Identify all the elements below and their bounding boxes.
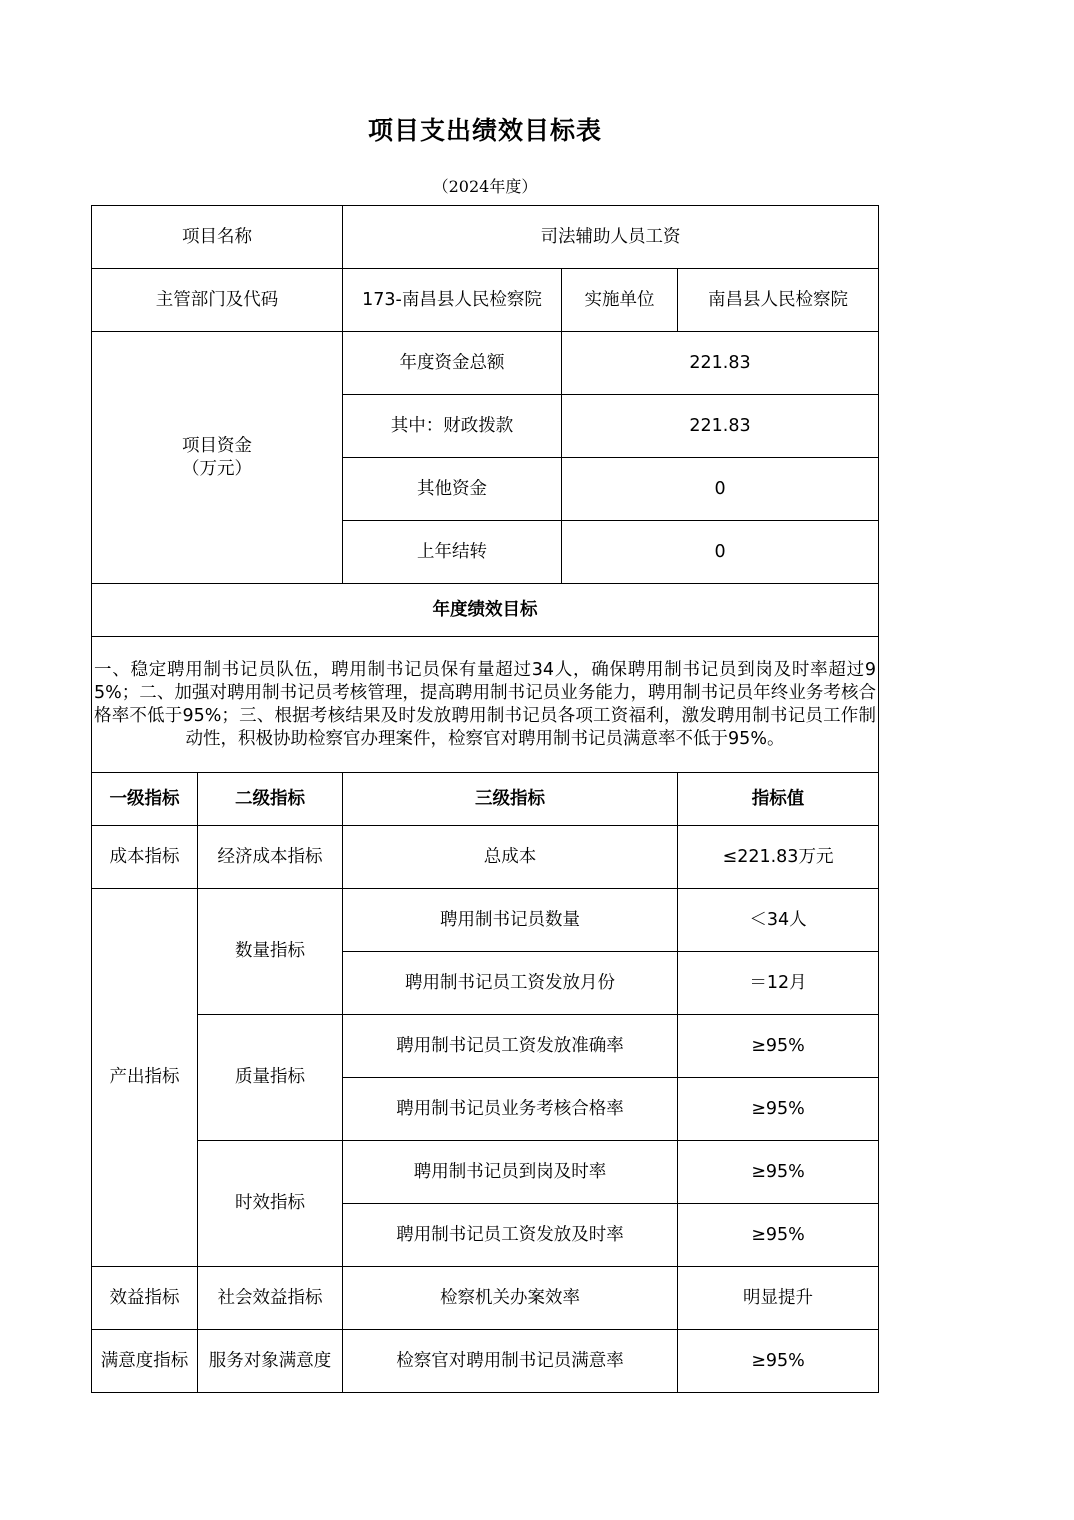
- header-level2: 二级指标: [198, 773, 343, 826]
- benefit-level1: 效益指标: [92, 1267, 198, 1330]
- funds-carryover-label: 上年结转: [343, 521, 562, 584]
- funds-row: [92, 332, 879, 395]
- table-row: [92, 1015, 879, 1078]
- funds-other-label: 其他资金: [343, 458, 562, 521]
- cost-value: ≤221.83万元: [678, 826, 879, 889]
- header-level1: 一级指标: [92, 773, 198, 826]
- performance-target-table: [91, 205, 879, 1393]
- timeliness-item-value: ≥95%: [678, 1204, 879, 1267]
- project-name-label: 项目名称: [92, 206, 343, 269]
- funds-fiscal-label: 其中：财政拨款: [343, 395, 562, 458]
- cost-level1: 成本指标: [92, 826, 198, 889]
- implementing-unit-value: 南昌县人民检察院: [678, 269, 879, 332]
- timeliness-item-level3: 聘用制书记员到岗及时率: [343, 1141, 678, 1204]
- department-row: [92, 269, 879, 332]
- document-title: 项目支出绩效目标表: [367, 116, 602, 145]
- quality-level2: 质量指标: [198, 1015, 343, 1141]
- funds-other-value: 0: [562, 458, 879, 521]
- table-row: [92, 889, 879, 952]
- funds-label-line1: 项目资金: [182, 435, 252, 456]
- table-row: [92, 1267, 879, 1330]
- document-subtitle: （2024年度）: [432, 177, 538, 196]
- benefit-level2: 社会效益指标: [198, 1267, 343, 1330]
- quality-item-value: ≥95%: [678, 1015, 879, 1078]
- table-row: [92, 1330, 879, 1393]
- header-value: 指标值: [678, 773, 879, 826]
- benefit-level3: 检察机关办案效率: [343, 1267, 678, 1330]
- quantity-level2: 数量指标: [198, 889, 343, 1015]
- cost-level3: 总成本: [343, 826, 678, 889]
- output-level1: 产出指标: [92, 889, 198, 1267]
- timeliness-item-level3: 聘用制书记员工资发放及时率: [343, 1204, 678, 1267]
- satisfaction-level2: 服务对象满意度: [198, 1330, 343, 1393]
- annual-goal-text-cell: [92, 637, 879, 773]
- quantity-item-level3: 聘用制书记员数量: [343, 889, 678, 952]
- quantity-item-level3: 聘用制书记员工资发放月份: [343, 952, 678, 1015]
- implementing-unit-label: 实施单位: [562, 269, 678, 332]
- benefit-value: 明显提升: [678, 1267, 879, 1330]
- department-value: 173-南昌县人民检察院: [343, 269, 562, 332]
- annual-goal-text-row: [92, 637, 879, 773]
- department-label: 主管部门及代码: [92, 269, 343, 332]
- indicator-header-row: [92, 773, 879, 826]
- funds-fiscal-value: 221.83: [562, 395, 879, 458]
- quantity-item-value: ＜34人: [678, 889, 879, 952]
- cost-level2: 经济成本指标: [198, 826, 343, 889]
- header-level3: 三级指标: [343, 773, 678, 826]
- quality-item-value: ≥95%: [678, 1078, 879, 1141]
- funds-label: [92, 332, 343, 584]
- satisfaction-level3: 检察官对聘用制书记员满意率: [343, 1330, 678, 1393]
- annual-goal-heading-row: [92, 584, 879, 637]
- quality-item-level3: 聘用制书记员业务考核合格率: [343, 1078, 678, 1141]
- project-name-value: 司法辅助人员工资: [343, 206, 879, 269]
- satisfaction-value: ≥95%: [678, 1330, 879, 1393]
- funds-total-value: 221.83: [562, 332, 879, 395]
- timeliness-level2: 时效指标: [198, 1141, 343, 1267]
- project-name-row: [92, 206, 879, 269]
- annual-goal-text: 一、稳定聘用制书记员队伍，聘用制书记员保有量超过34人，确保聘用制书记员到岗及时率超过95%；二、加强对聘用制书记员考核管理，提高聘用制书记员业务能力，聘用制书记员年终业务考核合格率不低于95%；三、根据考核结果及时发放聘用制书记员各项工资福利，激发聘用制书记员工作制动性，积极协助检察官办理案件，检察官对聘用制书记员满意率不低于95%。: [94, 659, 877, 749]
- annual-goal-heading: 年度绩效目标: [92, 584, 879, 637]
- quality-item-level3: 聘用制书记员工资发放准确率: [343, 1015, 678, 1078]
- satisfaction-level1: 满意度指标: [92, 1330, 198, 1393]
- quantity-item-value: ＝12月: [678, 952, 879, 1015]
- table-row: [92, 826, 879, 889]
- timeliness-item-value: ≥95%: [678, 1141, 879, 1204]
- funds-label-line2: （万元）: [182, 458, 252, 479]
- table-row: [92, 1141, 879, 1204]
- funds-carryover-value: 0: [562, 521, 879, 584]
- funds-total-label: 年度资金总额: [343, 332, 562, 395]
